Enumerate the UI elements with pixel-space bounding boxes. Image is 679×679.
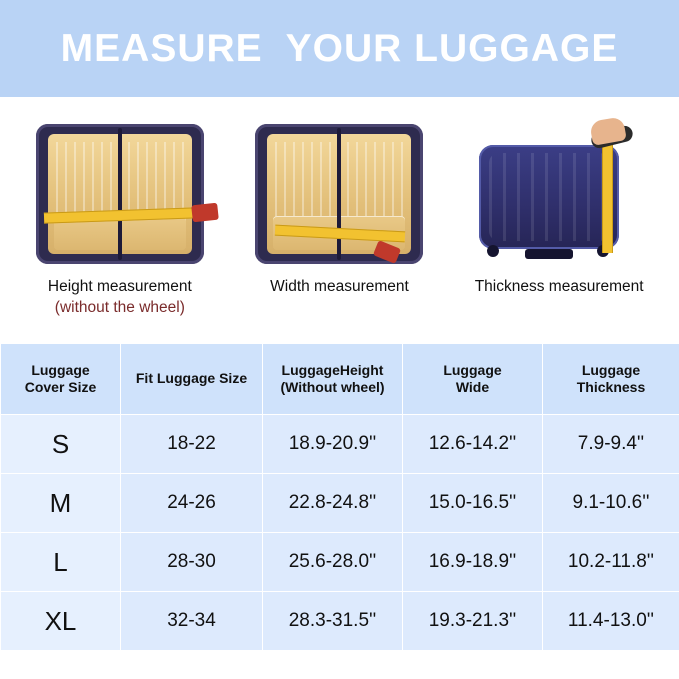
cell-fit: 24-26 bbox=[121, 474, 263, 533]
size-table bbox=[0, 343, 679, 651]
caption-height bbox=[48, 277, 192, 319]
col-header-wide-l2: Wide bbox=[455, 379, 490, 395]
cell-height: 25.6-28.0'' bbox=[263, 533, 403, 592]
table-row bbox=[1, 533, 679, 592]
cell-fit: 32-34 bbox=[121, 592, 263, 651]
cell-thickness: 11.4-13.0'' bbox=[543, 592, 679, 651]
width-measurement-image bbox=[249, 119, 429, 269]
cell-size: M bbox=[1, 474, 121, 533]
table-header-row bbox=[1, 344, 679, 415]
cell-fit: 18-22 bbox=[121, 415, 263, 474]
cell-wide: 19.3-21.3'' bbox=[403, 592, 543, 651]
cell-height: 28.3-31.5'' bbox=[263, 592, 403, 651]
size-table-wrap bbox=[0, 343, 679, 651]
cell-thickness: 7.9-9.4'' bbox=[543, 415, 679, 474]
col-header-fit-size bbox=[121, 344, 263, 415]
thickness-measurement-image bbox=[469, 119, 649, 269]
closed-suitcase-icon bbox=[479, 137, 639, 265]
caption-thickness-line1: Thickness measurement bbox=[474, 278, 644, 295]
cell-wide: 16.9-18.9'' bbox=[403, 533, 543, 592]
col-header-height-l2: (Without wheel) bbox=[280, 379, 385, 395]
page-title: MEASURE YOUR LUGGAGE bbox=[60, 26, 619, 70]
photo-row bbox=[0, 97, 679, 337]
photo-cell-thickness bbox=[453, 119, 665, 298]
cell-size: XL bbox=[1, 592, 121, 651]
cell-size: S bbox=[1, 415, 121, 474]
cell-height: 18.9-20.9'' bbox=[263, 415, 403, 474]
col-header-thickness-l1: Luggage bbox=[581, 361, 641, 378]
col-header-height bbox=[263, 344, 403, 415]
cell-wide: 12.6-14.2'' bbox=[403, 415, 543, 474]
col-header-cover-size-l1: Luggage bbox=[31, 361, 90, 378]
photo-cell-width bbox=[233, 119, 445, 298]
col-header-thickness bbox=[543, 344, 679, 415]
caption-height-line1: Height measurement bbox=[47, 278, 192, 295]
table-row bbox=[1, 592, 679, 651]
height-measurement-image bbox=[30, 119, 210, 269]
caption-width bbox=[270, 277, 409, 298]
open-suitcase-icon bbox=[36, 124, 204, 264]
tape-measure-icon bbox=[602, 141, 613, 253]
caption-height-line2: (without the wheel) bbox=[54, 298, 185, 316]
col-header-height-l1: LuggageHeight bbox=[281, 361, 384, 378]
cell-height: 22.8-24.8'' bbox=[263, 474, 403, 533]
col-header-fit-size-l1: Fit Luggage Size bbox=[135, 370, 248, 387]
cell-thickness: 10.2-11.8'' bbox=[543, 533, 679, 592]
col-header-wide-l1: Luggage bbox=[443, 361, 502, 378]
table-row bbox=[1, 474, 679, 533]
col-header-cover-size-l2: Cover Size bbox=[24, 379, 97, 395]
caption-width-line1: Width measurement bbox=[270, 278, 409, 295]
cell-size: L bbox=[1, 533, 121, 592]
open-suitcase-icon bbox=[255, 124, 423, 264]
cell-wide: 15.0-16.5'' bbox=[403, 474, 543, 533]
cell-fit: 28-30 bbox=[121, 533, 263, 592]
col-header-cover-size bbox=[1, 344, 121, 415]
photo-cell-height bbox=[14, 119, 226, 319]
col-header-wide bbox=[403, 344, 543, 415]
cell-thickness: 9.1-10.6'' bbox=[543, 474, 679, 533]
col-header-thickness-l2: Thickness bbox=[576, 379, 646, 395]
table-row bbox=[1, 415, 679, 474]
caption-thickness bbox=[475, 277, 644, 298]
header-banner bbox=[0, 0, 679, 97]
